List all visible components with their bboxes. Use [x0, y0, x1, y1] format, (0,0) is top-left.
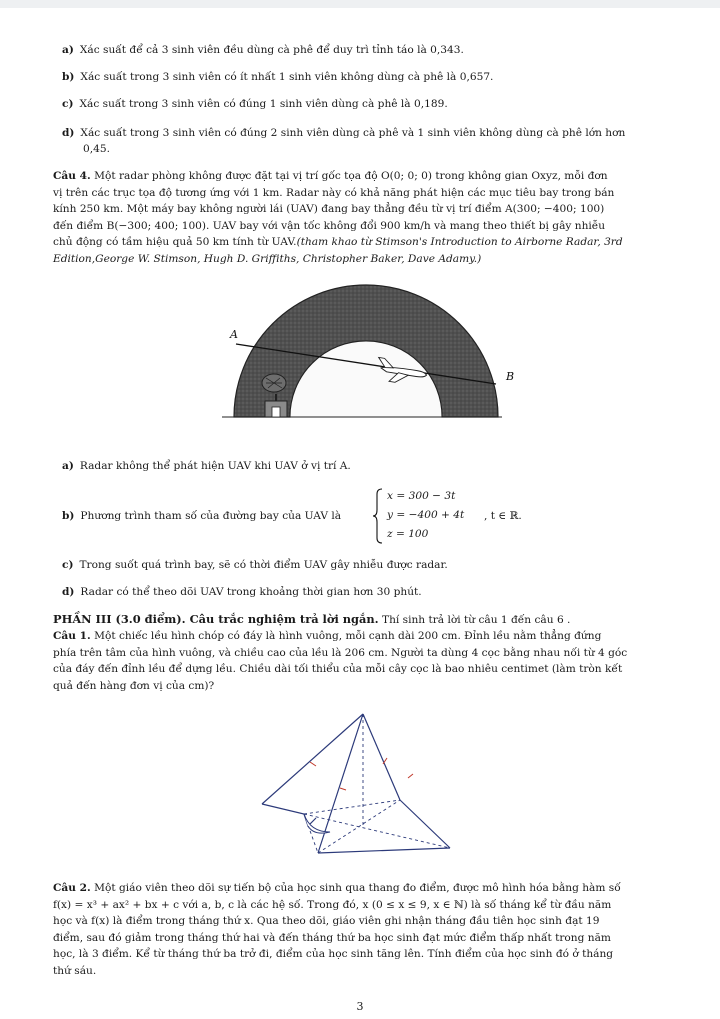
q4-option-b: [62, 508, 670, 525]
option-label: a): [62, 44, 74, 56]
question-line: phía trên tâm của hình vuông, và chiều cao của lều là 206 cm. Người ta dùng 4 cọc bằng nhau nối từ 4 góc: [53, 646, 628, 659]
part-3-heading: [53, 611, 671, 629]
question-line: học và f(x) là điểm trong tháng thứ x. Qua theo dõi, giáo viên ghi nhận tháng đầu tiên học sinh đạt 19: [53, 915, 600, 928]
option-text: Radar không thể phát hiện UAV khi UAV ở vị trí A.: [79, 460, 351, 472]
parametric-system: [387, 488, 464, 542]
question-line: Một chiếc lều hình chóp có đáy là hình vuông, mỗi cạnh dài 200 cm. Đỉnh lều nằm thẳng đứng: [94, 630, 602, 642]
reference-text: (tham khao từ Stimson's Introduction to Airborne Radar, 3rd: [296, 236, 623, 249]
system-brace: [372, 488, 384, 544]
question-line: Một giáo viên theo dõi sự tiến bộ của học sinh qua thang đo điểm, được mô hình hóa bằng hàm số: [94, 882, 621, 894]
parameter-domain: , t ∈ ℝ.: [484, 510, 522, 522]
option-label: c): [62, 559, 74, 571]
q4-option-c: [62, 557, 670, 574]
option-text: 0,45.: [83, 143, 110, 155]
part-title: PHẦN III (3.0 điểm). Câu trắc nghiệm trả lời ngắn.: [53, 612, 379, 626]
question-line: f(x) = x³ + ax² + bx + c với a, b, c là các hệ số. Trong đó, x (0 ≤ x ≤ 9, x ∈ ℕ) là số tháng kể từ đầu năm: [53, 898, 612, 911]
question-line: học, là 3 điểm. Kể từ tháng thứ ba trở đi, điểm của học sinh tăng lên. Tính điểm của học sinh đó ở tháng: [53, 948, 614, 961]
option-label: b): [62, 71, 75, 83]
q4-option-d: [62, 584, 670, 601]
option-a: [62, 42, 670, 59]
option-text: Trong suốt quá trình bay, sẽ có thời điểm UAV gây nhiễu được radar.: [79, 559, 448, 571]
question-line: quả đến hàng đơn vị của cm)?: [53, 679, 215, 692]
option-text: Xác suất trong 3 sinh viên có ít nhất 1 sinh viên không dùng cà phê là 0,657.: [80, 71, 494, 83]
reference-text: Edition,George W. Stimson, Hugh D. Griffiths, Christopher Baker, Dave Adamy.): [53, 252, 482, 265]
radar-figure: [222, 282, 515, 430]
question-heading: Câu 4.: [53, 170, 91, 182]
option-label: d): [62, 586, 75, 598]
top-edge: [0, 0, 720, 8]
page-number: 3: [356, 1000, 364, 1013]
base-diagonal-2: [304, 814, 450, 848]
equal-edge-marks: [310, 758, 413, 790]
equation-z: z = 100: [387, 528, 429, 540]
option-label: b): [62, 510, 75, 522]
question-1: [53, 628, 671, 694]
question-heading: Câu 2.: [53, 882, 91, 894]
option-label: d): [62, 127, 75, 139]
option-c: [62, 96, 670, 113]
option-text: Phương trình tham số của đường bay của UAV là: [80, 510, 342, 522]
option-b: [62, 69, 670, 86]
question-line: đến điểm B(−300; 400; 100). UAV bay với vận tốc không đổi 900 km/h và mang theo thiết bị gây nhiễu: [53, 219, 606, 232]
option-text: Xác suất trong 3 sinh viên có đúng 1 sinh viên dùng cà phê là 0,189.: [79, 98, 448, 110]
option-label: c): [62, 98, 74, 110]
question-line: của đáy đến đỉnh lều để dựng lều. Chiều dài tối thiểu của mỗi cây cọc là bao nhiêu centimet (làm tròn kết: [53, 663, 623, 676]
question-line: vị trên các trục tọa độ tương ứng với 1 km. Radar này có khả năng phát hiện các mục tiêu bay trong bán: [53, 186, 615, 199]
question-line: điểm, sau đó giảm trong tháng thứ hai và đến tháng thứ ba học sinh đạt mức điểm thấp nhất trong năm: [53, 931, 611, 944]
question-heading: Câu 1.: [53, 630, 91, 642]
question-line: kính 250 km. Một máy bay không người lái (UAV) đang bay thẳng đều từ vị trí điểm A(300; −400; 100): [53, 203, 605, 216]
right-edge: [363, 714, 400, 800]
option-text: Radar có thể theo dõi UAV trong khoảng thời gian hơn 30 phút.: [80, 586, 422, 598]
equation-x: x = 300 − 3t: [387, 490, 456, 502]
option-d-continued: [83, 141, 691, 158]
question-line: Một radar phòng không được đặt tại vị trí gốc tọa độ O(0; 0; 0) trong không gian Oxyz, mỗi đơn: [94, 170, 608, 182]
option-label: a): [62, 460, 74, 472]
option-d: [62, 125, 670, 142]
question-line: thứ sáu.: [53, 964, 97, 977]
base-back: [304, 800, 400, 814]
question-2: [53, 880, 671, 980]
option-text: Xác suất để cả 3 sinh viên đều dùng cà phê để duy trì tỉnh táo là 0,343.: [79, 44, 464, 56]
equation-y: y = −400 + 4t: [387, 509, 465, 521]
point-b-label: B: [506, 370, 515, 383]
base-front: [318, 848, 450, 853]
option-text: Xác suất trong 3 sinh viên có đúng 2 sinh viên dùng cà phê và 1 sinh viên không dùng cà phê lớn hơn: [80, 127, 626, 139]
point-a-label: A: [230, 328, 238, 341]
question-line: chủ động có tầm hiệu quả 50 km tính từ UAV.: [53, 236, 297, 249]
question-4: [53, 168, 671, 268]
base-right: [400, 800, 450, 848]
tent-pyramid-figure: [250, 708, 460, 858]
q4-option-a: [62, 458, 670, 475]
part-instruction: Thí sinh trả lời từ câu 1 đến câu 6 .: [378, 614, 571, 626]
